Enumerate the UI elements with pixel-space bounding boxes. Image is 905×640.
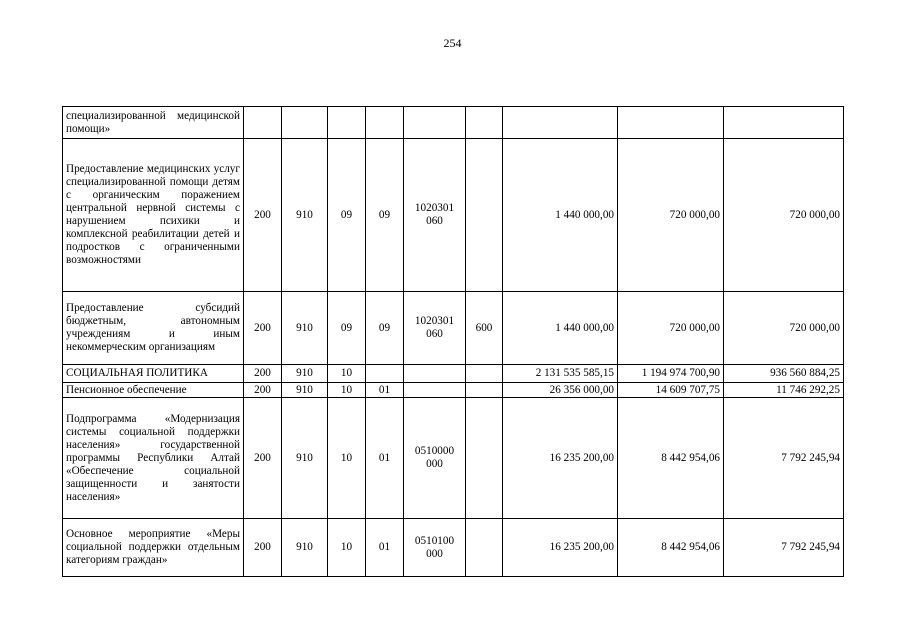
cell-admin-code: 200: [244, 365, 282, 383]
table-row: [63, 365, 844, 383]
row-name: специализированной медицинской помощи»: [63, 107, 244, 139]
row-name: Предоставление субсидий бюджетным, автономным учреждениям и иным некоммерческим организациям: [63, 292, 244, 365]
cell-admin-code: 200: [244, 292, 282, 365]
cell-target-article: [404, 383, 466, 398]
cell-planned-amount: 1 440 000,00: [503, 139, 618, 292]
row-name: СОЦИАЛЬНАЯ ПОЛИТИКА: [63, 365, 244, 383]
cell-subsection-code: 09: [366, 139, 404, 292]
cell-ministry-code: 910: [282, 139, 328, 292]
cell-ministry-code: [282, 107, 328, 139]
cell-planned-amount: 1 440 000,00: [503, 292, 618, 365]
cell-planned-amount: 2 131 535 585,15: [503, 365, 618, 383]
cell-expense-type: [466, 383, 503, 398]
cell-planned-amount: 26 356 000,00: [503, 383, 618, 398]
cell-executed-amount: 8 442 954,06: [618, 519, 724, 577]
cell-executed-amount: 1 194 974 700,90: [618, 365, 724, 383]
page-number: 254: [443, 36, 462, 50]
cell-section-code: 09: [328, 292, 366, 365]
row-name: Пенсионное обеспечение: [63, 383, 244, 398]
cell-ministry-code: 910: [282, 292, 328, 365]
cell-admin-code: 200: [244, 383, 282, 398]
cell-expense-type: [466, 398, 503, 519]
cell-section-code: [328, 107, 366, 139]
cell-expense-type: [466, 107, 503, 139]
cell-executed-amount: 720 000,00: [618, 292, 724, 365]
table-row: [63, 292, 844, 365]
cell-expense-type: 600: [466, 292, 503, 365]
cell-admin-code: 200: [244, 519, 282, 577]
cell-planned-amount: 16 235 200,00: [503, 519, 618, 577]
cell-executed-amount: 14 609 707,75: [618, 383, 724, 398]
cell-expense-type: [466, 519, 503, 577]
cell-target-article: 1020301 060: [404, 139, 466, 292]
table-row: [63, 107, 844, 139]
cell-subsection-code: [366, 107, 404, 139]
cell-subsection-code: 09: [366, 292, 404, 365]
table-row: [63, 398, 844, 519]
cell-section-code: 09: [328, 139, 366, 292]
cell-expense-type: [466, 139, 503, 292]
cell-section-code: 10: [328, 398, 366, 519]
cell-admin-code: 200: [244, 398, 282, 519]
cell-planned-amount: [503, 107, 618, 139]
cell-admin-code: 200: [244, 139, 282, 292]
cell-target-article: 0510100 000: [404, 519, 466, 577]
cell-subsection-code: 01: [366, 519, 404, 577]
cell-remaining-amount: [724, 107, 844, 139]
row-name: Предоставление медицинских услуг специализированной помощи детям с органическим поражением центральной нервной системы с нарушением психики и комплексной реабилитации детей и подростков с ограниченными возможностями: [63, 139, 244, 292]
cell-subsection-code: 01: [366, 398, 404, 519]
cell-executed-amount: [618, 107, 724, 139]
cell-expense-type: [466, 365, 503, 383]
cell-target-article: [404, 365, 466, 383]
cell-remaining-amount: 936 560 884,25: [724, 365, 844, 383]
cell-target-article: 0510000 000: [404, 398, 466, 519]
row-name: Подпрограмма «Модернизация системы социальной поддержки населения» государственной программы Республики Алтай «Обеспечение социальной защищенности и занятости населения»: [63, 398, 244, 519]
cell-ministry-code: 910: [282, 365, 328, 383]
cell-executed-amount: 720 000,00: [618, 139, 724, 292]
cell-planned-amount: 16 235 200,00: [503, 398, 618, 519]
cell-ministry-code: 910: [282, 398, 328, 519]
cell-remaining-amount: 7 792 245,94: [724, 519, 844, 577]
cell-remaining-amount: 11 746 292,25: [724, 383, 844, 398]
cell-ministry-code: 910: [282, 519, 328, 577]
cell-target-article: 1020301 060: [404, 292, 466, 365]
cell-target-article: [404, 107, 466, 139]
cell-admin-code: [244, 107, 282, 139]
row-name: Основное мероприятие «Меры социальной поддержки отдельным категориям граждан»: [63, 519, 244, 577]
table-row: [63, 519, 844, 577]
cell-remaining-amount: 720 000,00: [724, 292, 844, 365]
table-row: [63, 139, 844, 292]
cell-executed-amount: 8 442 954,06: [618, 398, 724, 519]
cell-remaining-amount: 720 000,00: [724, 139, 844, 292]
cell-section-code: 10: [328, 519, 366, 577]
table-row: [63, 383, 844, 398]
cell-subsection-code: [366, 365, 404, 383]
cell-ministry-code: 910: [282, 383, 328, 398]
cell-section-code: 10: [328, 365, 366, 383]
cell-subsection-code: 01: [366, 383, 404, 398]
cell-section-code: 10: [328, 383, 366, 398]
budget-table: [62, 106, 844, 577]
cell-remaining-amount: 7 792 245,94: [724, 398, 844, 519]
